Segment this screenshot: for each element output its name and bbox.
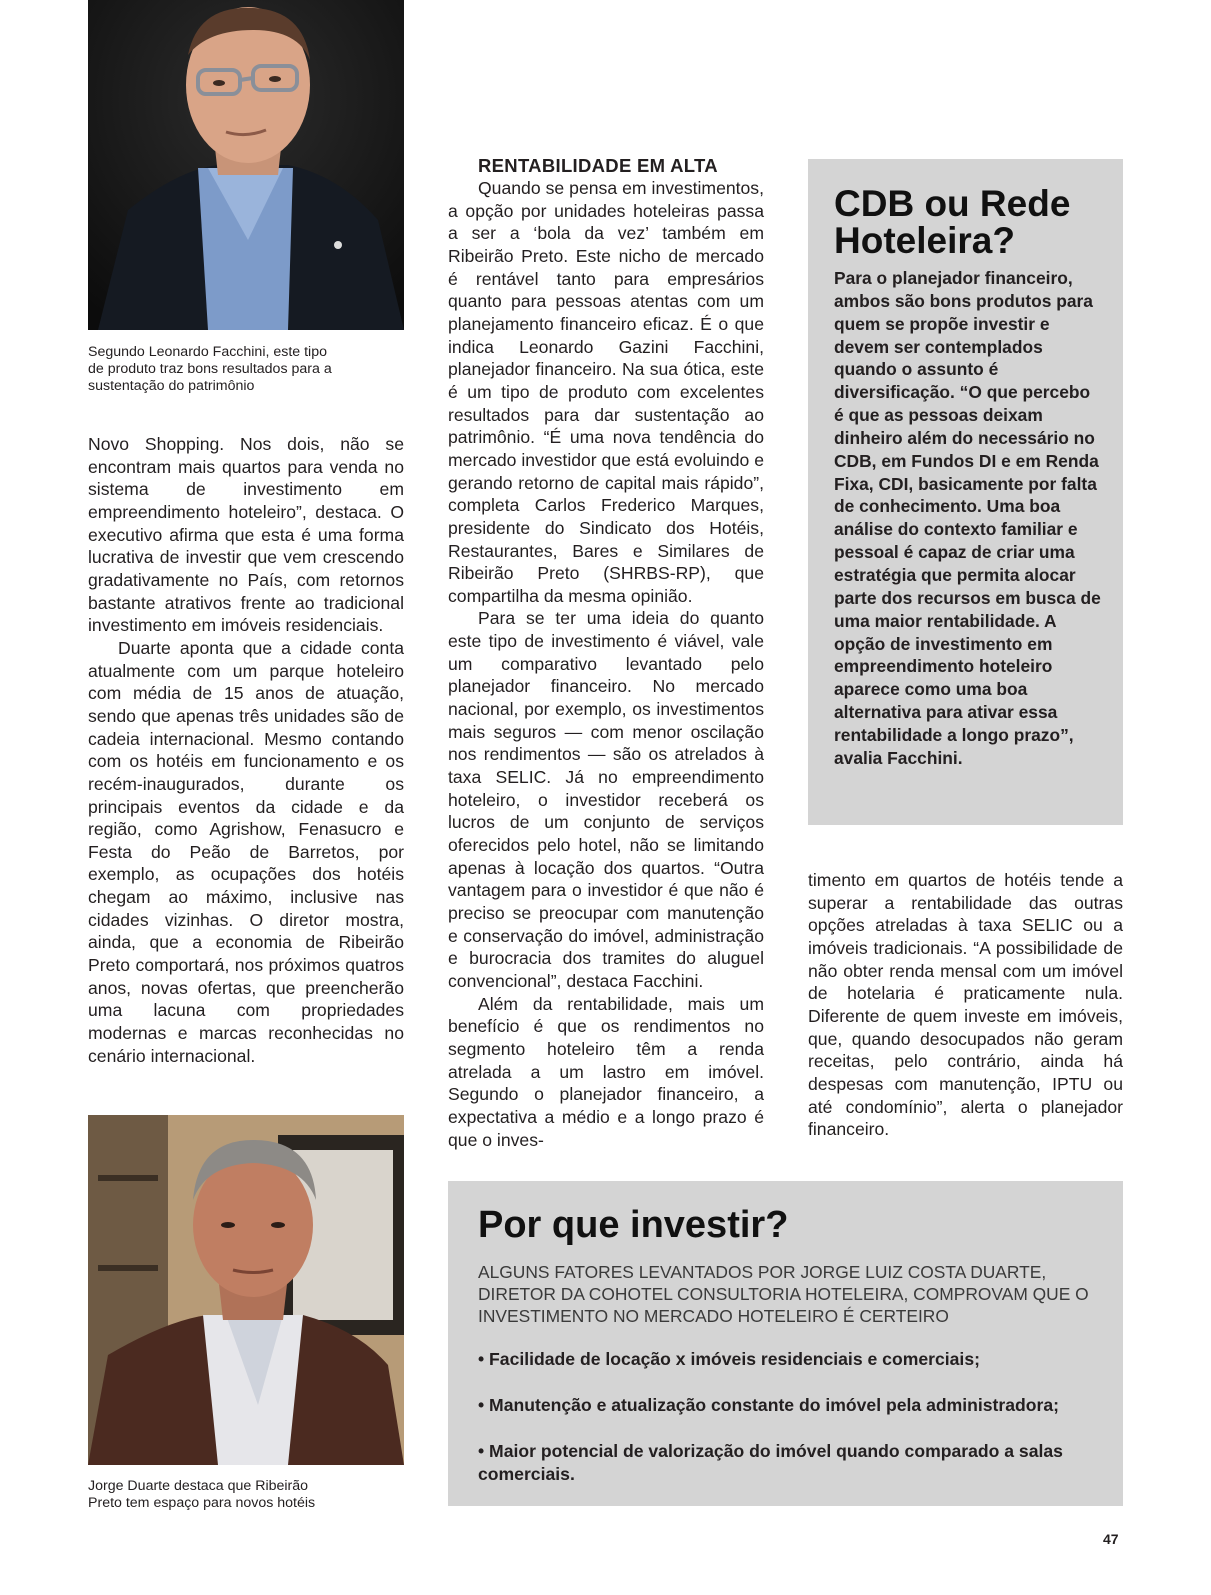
- bullet-item: • Manutenção e atualização constante do imóvel pela administradora;: [478, 1395, 1060, 1415]
- article-column-1: [88, 433, 404, 1067]
- sidebar-text: Para o planejador financeiro, ambos são bons produtos para quem se propõe investir e devem ser contemplados quando o assunto é diversificação. “O que percebo é que as pessoas deixam dinheiro além do necessário no CDB, em Fundos DI e em Renda Fixa, CDI, basicamente por falta de conhecimento. Uma boa análise do contexto familiar e pessoal é capaz de criar uma estratégia que permita alocar parte dos recursos em busca de uma maior rentabilidade. A opção de investimento em empreendimento hoteleiro aparece como uma boa alternativa para ativar essa rentabilidade a longo prazo”, avalia Facchini.: [834, 268, 1101, 768]
- paragraph: Para se ter uma ideia do quanto este tipo de investimento é viável, vale um comparativo levantado pelo planejador financeiro. No mercado nacional, por exemplo, os investimentos mais seguros — com menor oscilação nos rendimentos — são os atrelados à taxa SELIC. Já no empreendimento hoteleiro, o investidor receberá os lucros de um conjunto de serviços oferecidos pelo hotel, não se limitando apenas à locação dos quartos. “Outra vantagem para o investidor é que não é preciso se preocupar com manutenção e conservação do imóvel, administração e burocracia dos tramites do aluguel convencional”, destaca Facchini.: [448, 608, 764, 991]
- paragraph: Novo Shopping. Nos dois, não se encontram mais quartos para venda no sistema de investimento em empreendimento hoteleiro”, destaca. O executivo afirma que esta é uma forma lucrativa de investir que vem crescendo gradativamente no País, com retornos bastante atrativos frente ao tradicional investimento em imóveis residenciais.: [88, 434, 404, 636]
- info-box-title: Por que investir?: [478, 1204, 789, 1246]
- photo-caption-facchini: Segundo Leonardo Facchini, este tipo de produto traz bons resultados para a sustentação do patrimônio: [88, 344, 332, 394]
- portrait-illustration-duarte: [88, 1115, 404, 1465]
- article-column-2: [448, 155, 764, 1151]
- sidebar-title-line-1: CDB ou Rede: [834, 183, 1071, 224]
- bullet-item: • Maior potencial de valorização do imóvel quando comparado a salas comerciais.: [478, 1441, 1063, 1484]
- paragraph: Quando se pensa em investimentos, a opção por unidades hoteleiras passa a ser a ‘bola da vez’ também em Ribeirão Preto. Este nicho de mercado é rentável tanto para empresários quanto para pessoas atentas com um planejamento financeiro eficaz. É o que indica Leonardo Gazini Facchini, planejador financeiro. Na sua ótica, este é um tipo de produto com excelentes resultados para dar sustentação ao patrimônio. “É uma nova tendência do mercado investidor que está evoluindo e gerando retorno de capital mais rápido”, completa Carlos Frederico Marques, presidente do Sindicato dos Hotéis, Restaurantes, Bares e Similares de Ribeirão Preto (SHRBS-RP), que compartilha da mesma opinião.: [448, 178, 764, 606]
- bullet-item: • Facilidade de locação x imóveis residenciais e comerciais;: [478, 1349, 980, 1369]
- info-box-why-invest: [448, 1181, 1123, 1506]
- section-heading: RENTABILIDADE EM ALTA: [478, 155, 718, 176]
- paragraph: Duarte aponta que a cidade conta atualmente com um parque hoteleiro com média de 15 anos de atuação, sendo que apenas três unidades são de cadeia internacional. Mesmo contando com os hotéis em funcionamento e os recém-inaugurados, durante os principais eventos da cidade e da região, como Agrishow, Fenasucro e Festa do Peão de Barretos, por exemplo, as ocupações dos hotéis chegam ao máximo, inclusive nas cidades vizinhas. O diretor mostra, ainda, que a economia de Ribeirão Preto comportará, nos próximos quatros anos, novas ofertas, que preencherão uma lacuna com propriedades modernas e marcas reconhecidas no cenário internacional.: [88, 637, 404, 1066]
- page-number: 47: [1103, 1531, 1119, 1547]
- info-box-subtitle: ALGUNS FATORES LEVANTADOS POR JORGE LUIZ COSTA DUARTE, DIRETOR DA COHOTEL CONSULTORIA HOTELEIRA, COMPROVAM QUE O INVESTIMENTO NO MERCADO HOTELEIRO É CERTEIRO: [478, 1262, 1089, 1326]
- photo-caption-duarte: Jorge Duarte destaca que Ribeirão Preto tem espaço para novos hotéis: [88, 1478, 316, 1511]
- sidebar-title-line-2: Hoteleira?: [834, 220, 1015, 261]
- sidebar-title: [834, 185, 1070, 259]
- paragraph: timento em quartos de hotéis tende a superar a rentabilidade das outras opções atreladas à taxa SELIC ou a imóveis tradicionais. “A possibilidade de não obter renda mensal com um imóvel de hotelaria é praticamente nula. Diferente de quem investe em imóveis, que, quando desocupados não geram receitas, pelo contrário, ainda há despesas com manutenção, IPTU ou até condomínio”, alerta o planejador financeiro.: [808, 870, 1123, 1140]
- photo-leonardo-facchini: [88, 0, 404, 330]
- article-column-3: [808, 869, 1123, 1141]
- photo-jorge-duarte: [88, 1115, 404, 1465]
- sidebar-box-cdb: [808, 159, 1123, 825]
- portrait-illustration-facchini: [88, 0, 404, 330]
- paragraph: Além da rentabilidade, mais um benefício é que os rendimentos no segmento hoteleiro têm a renda atrelada a um lastro em imóvel. Segundo o planejador financeiro, a expectativa a médio e a longo prazo é que o inves-: [448, 993, 764, 1150]
